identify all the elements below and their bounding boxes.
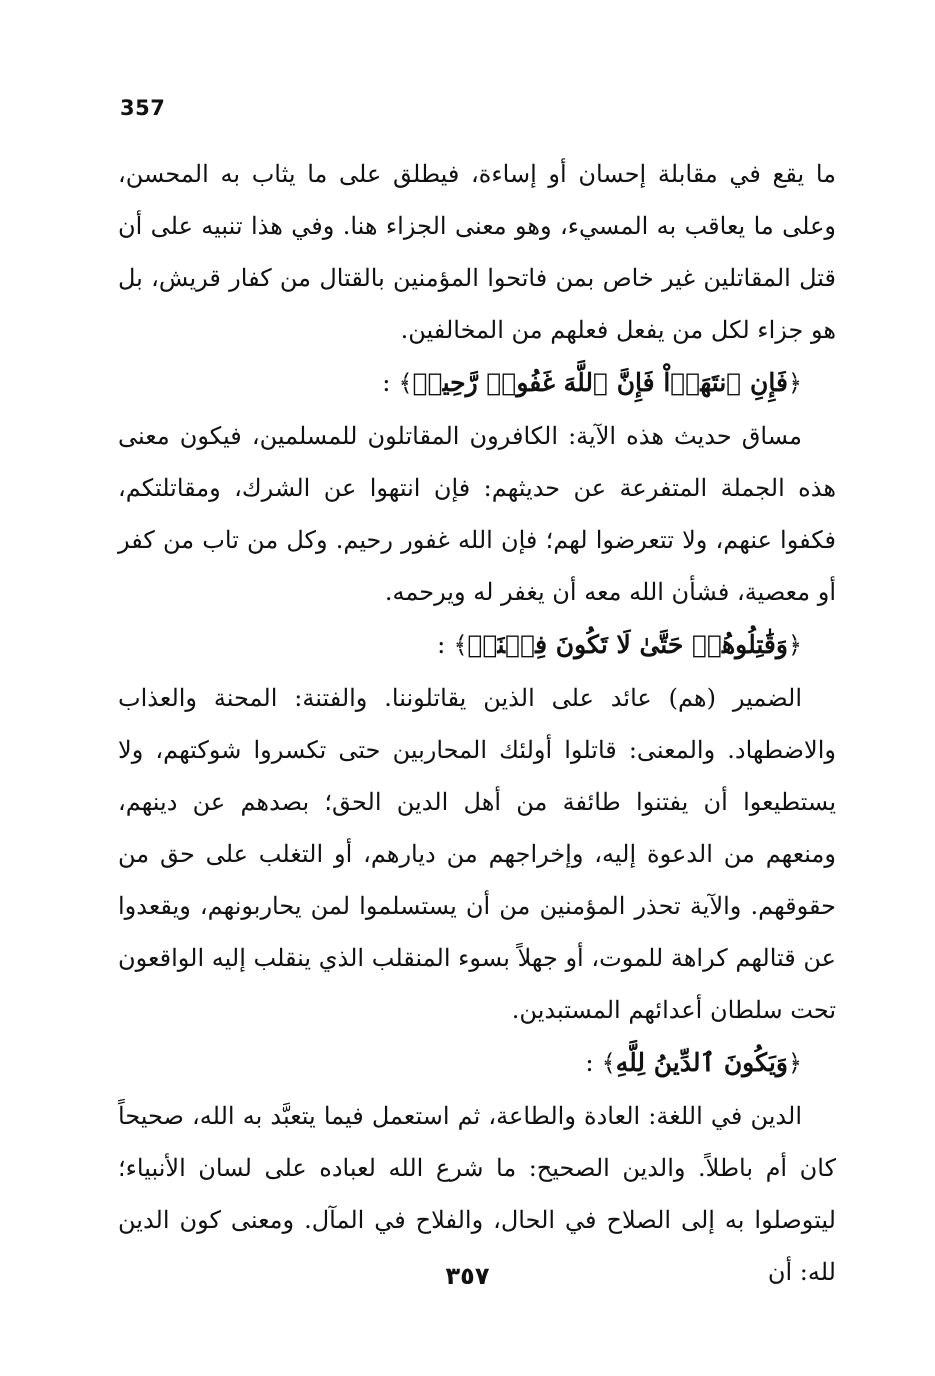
page-number-bottom: ٣٥٧	[445, 1262, 490, 1290]
verse-text-1: فَإِنِ ٱنتَهَوۡاْ فَإِنَّ ٱللَّهَ غَفُورٞ رَّحِيمٞ	[412, 368, 788, 397]
verse-open-bracket: ﴿	[787, 369, 802, 397]
verse-close-bracket: ﴾	[398, 369, 413, 397]
page-body	[118, 148, 836, 1298]
verse-colon: :	[382, 368, 391, 397]
verse-open-bracket: ﴿	[787, 631, 802, 659]
page-number-top: 357	[120, 96, 166, 120]
verse-colon: :	[585, 1048, 594, 1077]
verse-heading-2	[118, 618, 836, 672]
verse-open-bracket: ﴿	[787, 1049, 802, 1077]
paragraph-1: ما يقع في مقابلة إحسان أو إساءة، فيطلق على ما يثاب به المحسن، وعلى ما يعاقب به المسيء، وهو معنى الجزاء هنا. وفي هذا تنبيه على أن قتل المقاتلين غير خاص بمن فاتحوا المؤمنين بالقتال من كفار قريش، بل هو جزاء لكل من يفعل فعلهم من المخالفين.	[118, 160, 836, 344]
verse-text-2: وَقَٰتِلُوهُمۡ حَتَّىٰ لَا تَكُونَ فِتۡنَةٞ	[467, 630, 788, 659]
paragraph-3: الضمير (هم) عائد على الذين يقاتلوننا. والفتنة: المحنة والعذاب والاضطهاد. والمعنى: قاتلوا أولئك المحاربين حتى تكسروا شوكتهم، ولا يستطيعوا أن يفتنوا طائفة من أهل الدين الحق؛ بصدهم عن دينهم، ومنعهم من الدعوة إليه، وإخراجهم من ديارهم، أو التغلب على حق من حقوقهم. والآية تحذر المؤمنين من أن يستسلموا لمن يحاربونهم، ويقعدوا عن قتالهم كراهة للموت، أو جهلاً بسوء المنقلب الذي ينقلب إليه الواقعون تحت سلطان أعدائهم المستبدين.	[118, 684, 836, 1024]
verse-text-3: وَيَكُونَ ٱلدِّينُ لِلَّهِ	[615, 1048, 788, 1077]
paragraph-2: مساق حديث هذه الآية: الكافرون المقاتلون للمسلمين، فيكون معنى هذه الجملة المتفرعة عن حديثهم: فإن انتهوا عن الشرك، ومقاتلتكم، فكفوا عنهم، ولا تتعرضوا لهم؛ فإن الله غفور رحيم. وكل من تاب من كفر أو معصية، فشأن الله معه أن يغفر له ويرحمه.	[118, 422, 836, 606]
verse-colon: :	[437, 630, 446, 659]
verse-close-bracket: ﴾	[453, 631, 468, 659]
paragraph-4: الدين في اللغة: العادة والطاعة، ثم استعمل فيما يتعبَّد به الله، صحيحاً كان أم باطلاً. والدين الصحيح: ما شرع الله لعباده على لسان الأنبياء؛ ليتوصلوا به إلى الصلاح في الحال، والفلاح في المآل. ومعنى كون الدين لله: أن	[118, 1102, 836, 1286]
verse-heading-1	[118, 356, 836, 410]
verse-close-bracket: ﴾	[601, 1049, 616, 1077]
verse-heading-3	[118, 1036, 836, 1090]
